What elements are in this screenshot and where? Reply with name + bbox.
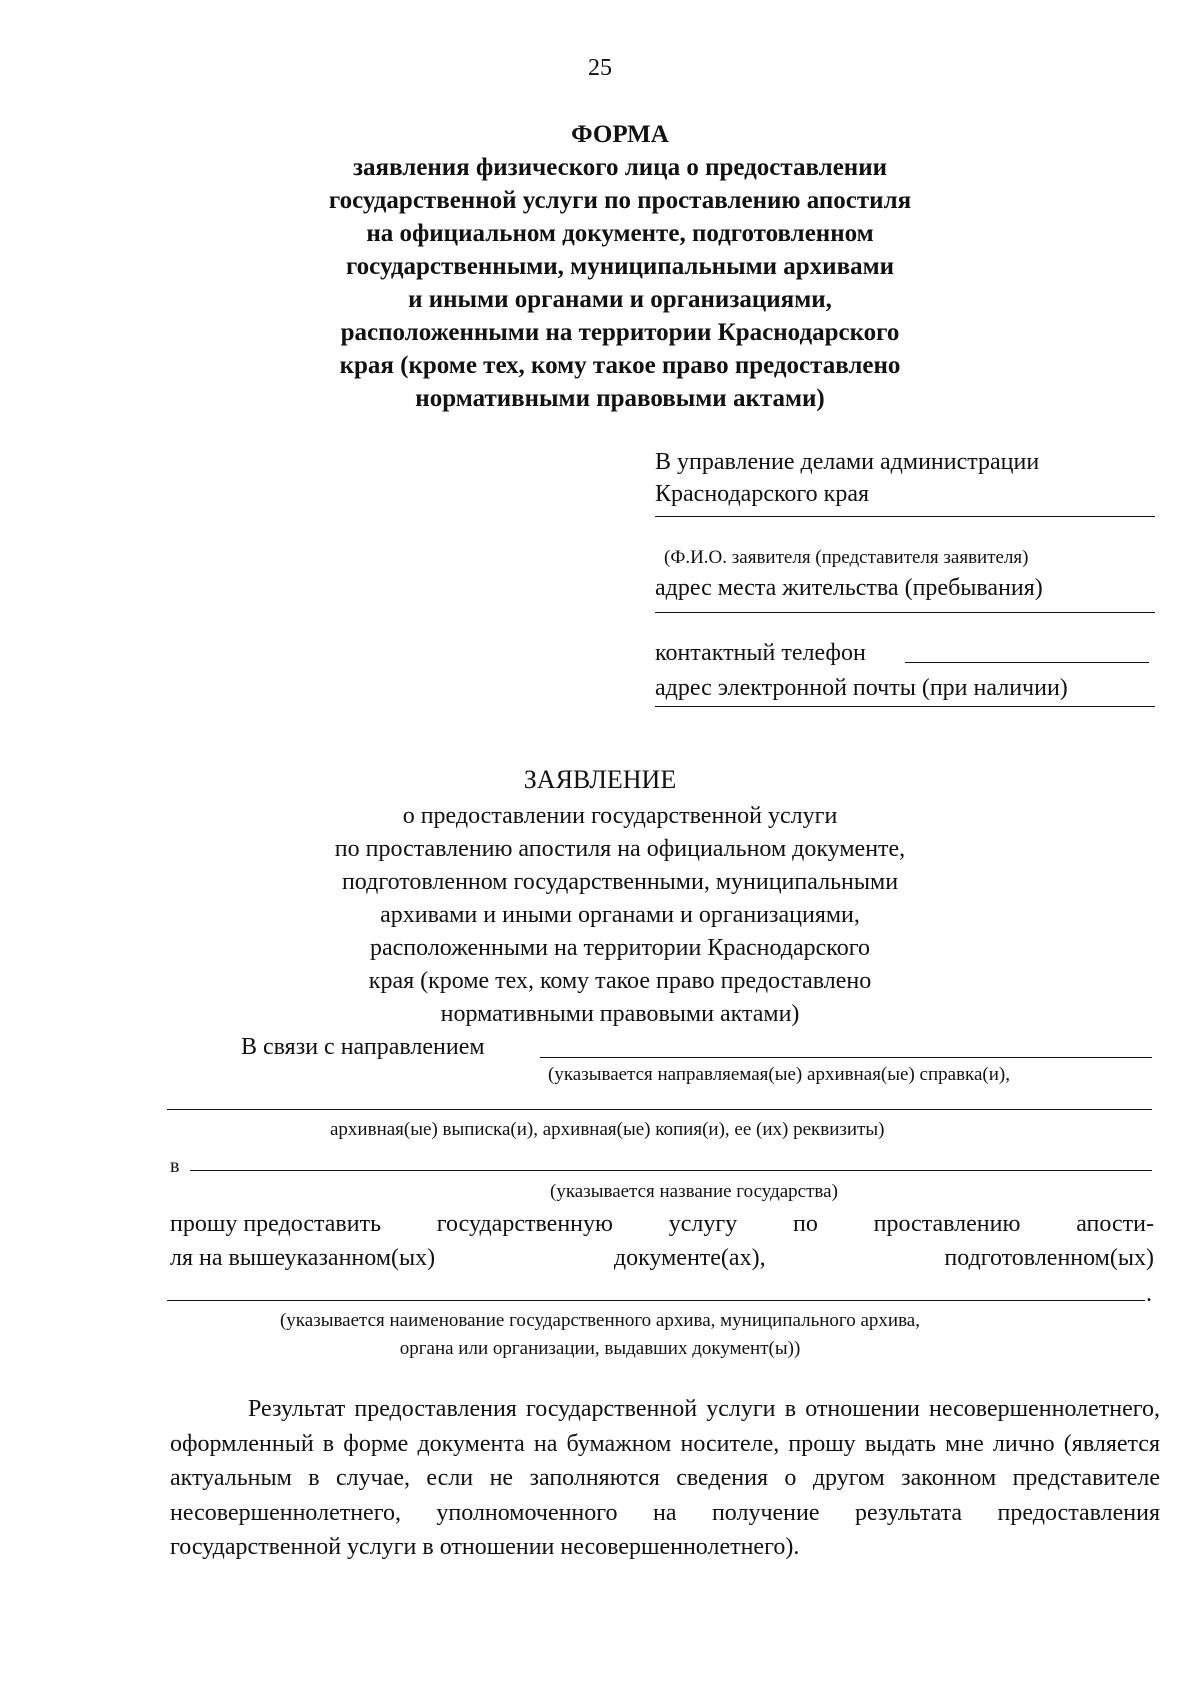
request-line-1 [170, 1208, 1154, 1240]
email-label: адрес электронной почты (при наличии) [655, 675, 1068, 701]
fio-caption: (Ф.И.О. заявителя (представителя заявителя) [664, 547, 1029, 568]
statement-line: края (кроме тех, кому такое право предоставлено [368, 968, 872, 994]
form-title-line: заявления физического лица о предоставлении [353, 154, 887, 181]
form-title [230, 118, 1010, 415]
form-title-line: на официальном документе, подготовленном [366, 220, 874, 247]
state-field[interactable] [190, 1170, 1152, 1171]
archive-caption-1: (указывается наименование государственного архива, муниципального архива, [279, 1310, 920, 1331]
request-word: проставлению [873, 1211, 1021, 1237]
request-word: документе(ах), [613, 1245, 766, 1271]
addressee-line-1: В управление делами администрации [655, 449, 1040, 475]
documents-field-2[interactable] [167, 1109, 1152, 1110]
statement-line: расположенными на территории Краснодарского [370, 935, 870, 961]
form-title-line: и иными органами и организациями, [408, 286, 832, 313]
phone-label: контактный телефон [655, 640, 866, 666]
form-title-line: государственными, муниципальными архивами [345, 253, 895, 280]
documents-caption-1: (указывается направляемая(ые) архивная(ые) справка(и), [548, 1064, 1010, 1085]
phone-field[interactable] [905, 662, 1149, 663]
request-word: апости- [1076, 1211, 1154, 1237]
form-title-line: нормативными правовыми актами) [415, 385, 825, 412]
statement-line: подготовленном государственными, муниципальными [341, 869, 899, 895]
request-word: услугу [668, 1211, 738, 1237]
form-heading: ФОРМА [571, 121, 669, 148]
request-word: по [792, 1211, 818, 1237]
request-word: подготовленном(ых) [944, 1245, 1154, 1271]
in-connection-label: В связи с направлением [241, 1034, 485, 1060]
request-line-2 [170, 1242, 1154, 1274]
state-caption: (указывается название государства) [550, 1181, 838, 1202]
page-number: 25 [588, 55, 612, 81]
documents-field[interactable] [540, 1057, 1152, 1058]
archive-field-end: . [1146, 1281, 1152, 1307]
result-paragraph: Результат предоставления государственной услуги в отношении несовершеннолетнего, оформленный в форме документа на бумажном носителе, прошу выдать мне лично (является актуальным в случае, если не заполняются сведения о другом законном представителе несовершеннолетнего, уполномоченного на получение результата предоставления государственной услуги в отношении несовершеннолетнего). [170, 1396, 1160, 1560]
address-label: адрес места жительства (пребывания) [655, 575, 1043, 601]
email-field[interactable] [655, 706, 1155, 707]
archive-field[interactable] [167, 1300, 1145, 1301]
form-title-line: расположенными на территории Краснодарского [340, 319, 900, 346]
statement-line: нормативными правовыми актами) [440, 1001, 800, 1027]
address-field[interactable] [655, 612, 1155, 613]
statement-subtitle [230, 800, 1010, 1031]
form-title-line: края (кроме тех, кому такое право предоставлено [339, 352, 901, 379]
statement-heading: ЗАЯВЛЕНИЕ [523, 765, 677, 794]
request-word: ля на вышеуказанном(ых) [170, 1245, 436, 1271]
statement-line: о предоставлении государственной услуги [402, 803, 838, 829]
statement-line: архивами и иными органами и организациями, [380, 902, 860, 928]
request-word: прошу предоставить [170, 1211, 382, 1237]
request-word: государственную [436, 1211, 613, 1237]
form-title-line: государственной услуги по проставлению апостиля [328, 187, 912, 214]
prep-v: в [170, 1155, 180, 1177]
documents-caption-2: архивная(ые) выписка(и), архивная(ые) копия(и), ее (их) реквизиты) [330, 1119, 885, 1140]
fio-field[interactable] [655, 516, 1155, 517]
archive-caption-2: органа или организации, выдавших документ(ы)) [399, 1338, 801, 1359]
addressee-line-2: Краснодарского края [655, 481, 870, 507]
statement-line: по проставлению апостиля на официальном документе, [334, 836, 906, 862]
